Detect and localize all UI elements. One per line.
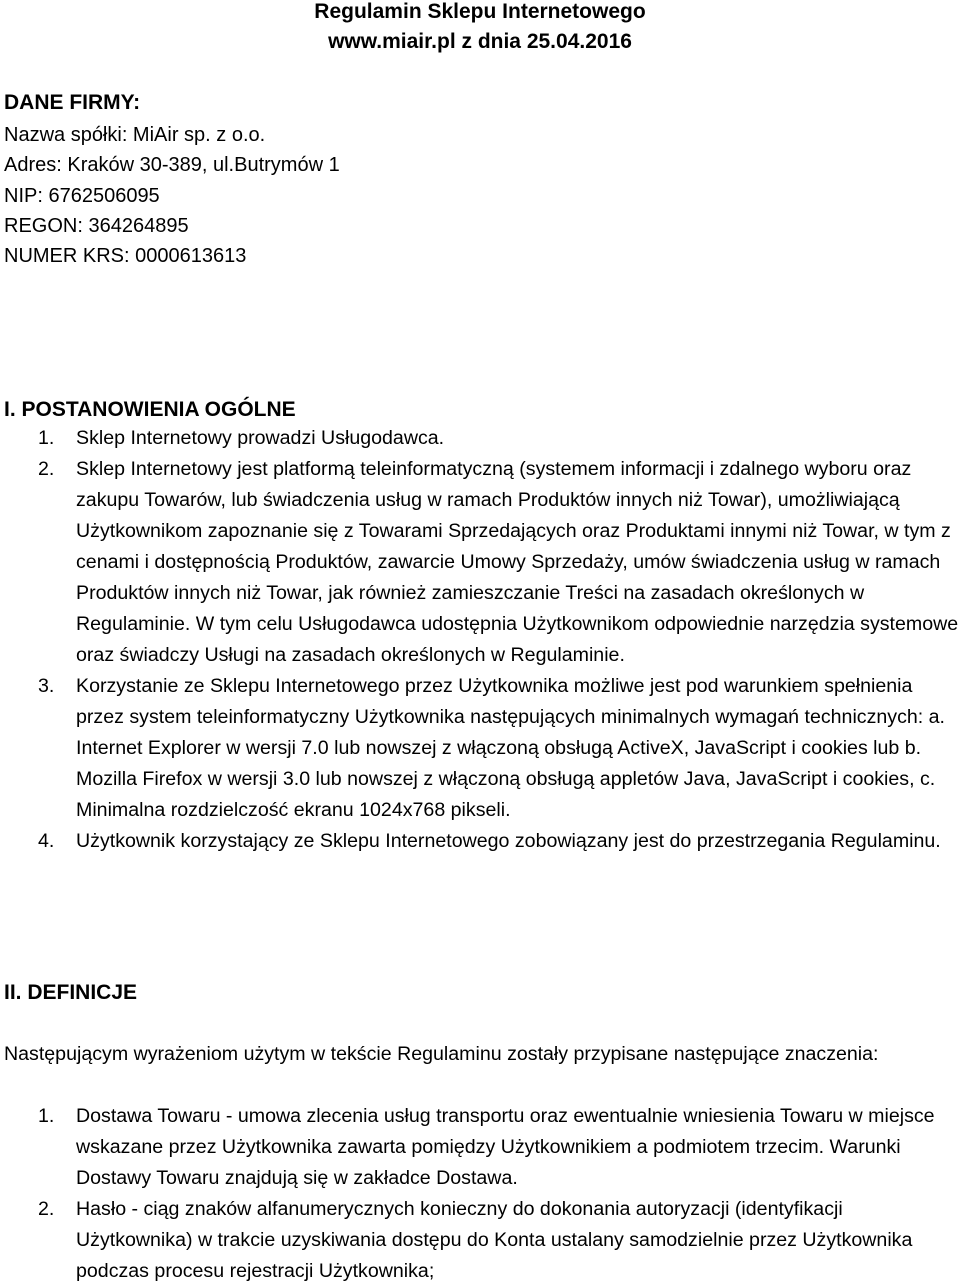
list-item-text: Użytkownik korzystający ze Sklepu Internetowego zobowiązany jest do przestrzegania Regulaminu.	[76, 830, 941, 852]
list-item-text: Sklep Internetowy prowadzi Usługodawca.	[76, 427, 445, 449]
list-item-number: 1.	[38, 427, 55, 449]
company-address: Adres: Kraków 30-389, ul.Butrymów 1	[4, 154, 340, 176]
list-item-text: Hasło - ciąg znaków alfanumerycznych konieczny do dokonania autoryzacji (identyfikacji Użytkownika) w trakcie uzyskiwania dostępu do Konta ustalany samodzielnie przez Użytkownika podczas procesu rejestracji Użytkownika;	[76, 1198, 913, 1282]
section-1-list	[0, 423, 960, 857]
document-subtitle: www.miair.pl z dnia 25.04.2016	[328, 30, 632, 53]
list-item	[0, 671, 960, 826]
list-item-number: 1.	[38, 1105, 55, 1127]
section-1-heading: I. POSTANOWIENIA OGÓLNE	[4, 398, 296, 421]
list-item-number: 4.	[38, 830, 55, 852]
list-item-text: Korzystanie ze Sklepu Internetowego przez Użytkownika możliwe jest pod warunkiem spełnienia przez system teleinformatyczny Użytkownika następujących minimalnych wymagań technicznych: a. Internet Explorer w wersji 7.0 lub nowszej z włączoną obsługą ActiveX, JavaScript i cookies lub b. Mozilla Firefox w wersji 3.0 lub nowszej z włączoną obsługą appletów Java, JavaScript i cookies, c. Minimalna rozdzielczość ekranu 1024x768 pikseli.	[76, 675, 946, 821]
company-name: Nazwa spółki: MiAir sp. z o.o.	[4, 124, 266, 146]
section-2-intro: Następującym wyrażeniom użytym w tekście Regulaminu zostały przypisane następujące znaczenia:	[4, 1043, 879, 1065]
list-item	[0, 423, 960, 454]
list-item	[0, 1194, 960, 1287]
company-regon: REGON: 364264895	[4, 215, 189, 237]
list-item-text: Dostawa Towaru - umowa zlecenia usług transportu oraz ewentualnie wniesienia Towaru w miejsce wskazane przez Użytkownika zawarta pomiędzy Użytkownikiem a podmiotem trzecim. Warunki Dostawy Towaru znajdują się w zakładce Dostawa.	[76, 1105, 935, 1189]
company-nip: NIP: 6762506095	[4, 185, 160, 207]
section-2-heading: II. DEFINICJE	[4, 981, 138, 1004]
company-krs: NUMER KRS: 0000613613	[4, 245, 247, 267]
document-title: Regulamin Sklepu Internetowego	[314, 0, 646, 23]
company-heading: DANE FIRMY:	[4, 91, 141, 114]
list-item	[0, 826, 960, 857]
list-item-number: 2.	[38, 458, 55, 480]
list-item-number: 3.	[38, 675, 55, 697]
section-2-list	[0, 1101, 960, 1287]
list-item	[0, 454, 960, 671]
list-item-text: Sklep Internetowy jest platformą teleinformatyczną (systemem informacji i zdalnego wyboru oraz zakupu Towarów, lub świadczenia usług w ramach Produktów innych niż Towar), umożliwiającą Użytkownikom zapoznanie się z Towarami Sprzedających oraz Produktami innymi niż Towar, w tym z cenami i dostępnością Produktów, zawarcie Umowy Sprzedaży, umów świadczenia usług w ramach Produktów innych niż Towar, jak również zamieszczanie Treści na zasadach określonych w Regulaminie. W tym celu Usługodawca udostępnia Użytkownikom odpowiednie narzędzia systemowe oraz świadczy Usługi na zasadach określonych w Regulaminie.	[76, 458, 959, 666]
list-item	[0, 1101, 960, 1194]
list-item-number: 2.	[38, 1198, 55, 1220]
